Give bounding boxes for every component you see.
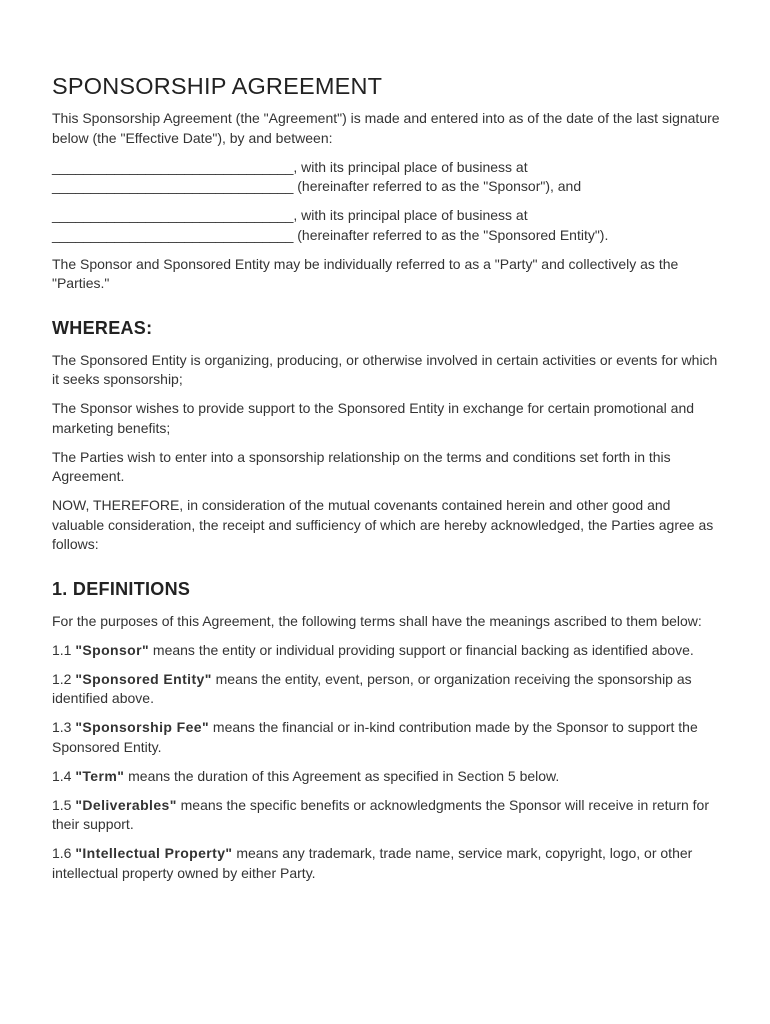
definition-text: means the financial or in-kind contribution made by the Sponsor to support the Sponsored Entity. [52, 719, 698, 755]
definition-number: 1.6 [52, 845, 72, 861]
intro-paragraph: This Sponsorship Agreement (the "Agreement") is made and entered into as of the date of the last signature below (the "Effective Date"), by and between: [52, 110, 720, 146]
party-sponsor [52, 158, 720, 197]
definition-number: 1.5 [52, 796, 72, 813]
definition-term: "Sponsored Entity" [75, 670, 212, 687]
document-title: SPONSORSHIP AGREEMENT [52, 73, 383, 99]
definitions-intro: For the purposes of this Agreement, the following terms shall have the meanings ascribed to them below: [52, 612, 702, 629]
definition-item [52, 641, 720, 661]
party-sponsor-line-1: _______________________________, with its principal place of business at [52, 158, 528, 175]
definition-item [52, 796, 720, 835]
whereas-heading: WHEREAS: [52, 317, 153, 338]
definitions-heading: 1. DEFINITIONS [52, 578, 191, 599]
definition-item [52, 844, 720, 883]
whereas-clause: The Sponsored Entity is organizing, producing, or otherwise involved in certain activities or events for which it seeks sponsorship; [52, 351, 718, 387]
party-sponsored-entity-line-1: _______________________________, with its principal place of business at [52, 207, 528, 223]
whereas-clause: The Parties wish to enter into a sponsorship relationship on the terms and conditions set forth in this Agreement. [52, 448, 671, 484]
definition-item [52, 670, 720, 709]
now-therefore-paragraph: NOW, THEREFORE, in consideration of the mutual covenants contained herein and other good and valuable consideration, the receipt and sufficiency of which are hereby acknowledged, the Parties agree as follows: [52, 497, 714, 552]
definition-item [52, 718, 720, 757]
definition-text: means the entity or individual providing support or financial backing as identified above. [152, 641, 694, 658]
party-sponsored-entity [52, 206, 720, 245]
parties-note: The Sponsor and Sponsored Entity may be individually referred to as a "Party" and collectively as the "Parties." [52, 255, 679, 291]
definition-term: "Term" [75, 767, 125, 784]
party-sponsor-line-2: _______________________________ (hereinafter referred to as the "Sponsor"), and [52, 178, 582, 194]
definition-number: 1.4 [52, 767, 72, 784]
definition-text: means the entity, event, person, or organization receiving the sponsorship as identified above. [52, 670, 692, 706]
definition-number: 1.1 [52, 641, 72, 658]
definition-text: means the duration of this Agreement as specified in Section 5 below. [128, 767, 560, 784]
definition-number: 1.3 [52, 719, 72, 735]
definition-term: "Sponsorship Fee" [75, 719, 210, 735]
definition-term: "Deliverables" [75, 796, 177, 813]
definition-text: means the specific benefits or acknowledgments the Sponsor will receive in return for their support. [52, 796, 709, 832]
definition-number: 1.2 [52, 670, 72, 687]
definition-text: means any trademark, trade name, service mark, copyright, logo, or other intellectual property owned by either Party. [52, 845, 693, 881]
document-page [52, 72, 720, 893]
party-sponsored-entity-line-2: _______________________________ (hereinafter referred to as the "Sponsored Entity"). [52, 226, 609, 243]
definition-item [52, 767, 720, 787]
definition-term: "Sponsor" [75, 641, 150, 658]
definition-term: "Intellectual Property" [75, 845, 233, 861]
whereas-clause: The Sponsor wishes to provide support to the Sponsored Entity in exchange for certain promotional and marketing benefits; [52, 400, 695, 436]
